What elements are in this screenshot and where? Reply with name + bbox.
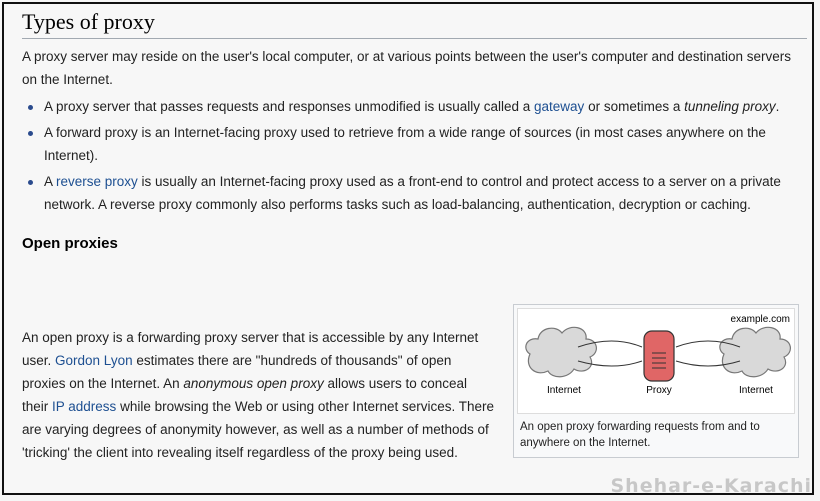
list-item — [44, 95, 807, 118]
open-proxies-heading: Open proxies — [22, 235, 118, 252]
proxy-types-list — [22, 95, 807, 216]
bullet-text: A proxy server that passes requests and responses unmodified is usually called a — [44, 99, 535, 114]
open-proxies-paragraph — [22, 326, 497, 464]
open-proxy-diagram[interactable] — [517, 308, 795, 414]
proxy-server-icon — [644, 331, 674, 381]
right-cloud-icon — [720, 327, 791, 376]
article-content — [22, 8, 807, 460]
bullet-text: A forward proxy is an Internet-facing proxy used to retrieve from a wide range of sources (in most cases anywhere on the Internet). — [44, 125, 766, 163]
reverse-proxy-link[interactable]: reverse proxy — [56, 174, 138, 189]
diagram-svg — [518, 309, 794, 413]
paragraph-text: allows users to conceal their — [22, 376, 468, 414]
intro-paragraph: A proxy server may reside on the user's local computer, or at various points between the user's computer and destination servers on the Internet. — [22, 49, 792, 87]
paragraph-text: while browsing the Web or using other Internet services. There are varying degrees of anonymity however, as well as a number of methods of 'tricking' the client into revealing itself regardless of the proxy being used. — [22, 399, 495, 460]
paragraph-text: estimates there are "hundreds of thousands" of open proxies on the Internet. An — [22, 353, 452, 391]
paragraph-text: An open proxy is a forwarding proxy server that is accessible by any Internet user. — [22, 330, 479, 368]
gateway-link[interactable]: gateway — [534, 99, 585, 114]
figure-caption: An open proxy forwarding requests from and to anywhere on the Internet. — [520, 421, 760, 449]
ip-address-link[interactable]: IP address — [52, 399, 117, 414]
right-cloud-label: Internet — [739, 385, 773, 396]
bullet-text: or sometimes a — [584, 99, 685, 114]
list-item — [44, 170, 807, 216]
list-item — [44, 121, 807, 167]
watermark: Shehar-e-Karachi — [610, 475, 812, 497]
bullet-text: . — [775, 99, 780, 114]
gordon-lyon-link[interactable]: Gordon Lyon — [55, 353, 133, 368]
proxy-label: Proxy — [646, 385, 672, 396]
section-title: Types of proxy — [22, 8, 807, 39]
tunneling-proxy-emphasis: tunneling proxy — [684, 99, 776, 114]
site-label: example.com — [730, 314, 790, 325]
figure-thumbnail — [513, 304, 799, 458]
left-cloud-icon — [526, 327, 597, 376]
left-cloud-label: Internet — [547, 385, 581, 396]
bullet-text: is usually an Internet-facing proxy used as a front-end to control and protect access to a server on a private network. A reverse proxy commonly also performs tasks such as load-balancing, authentication, decryption or caching. — [44, 174, 781, 212]
page-frame — [2, 2, 814, 495]
anonymous-open-proxy-emphasis: anonymous open proxy — [183, 376, 324, 391]
bullet-text: A — [44, 174, 57, 189]
